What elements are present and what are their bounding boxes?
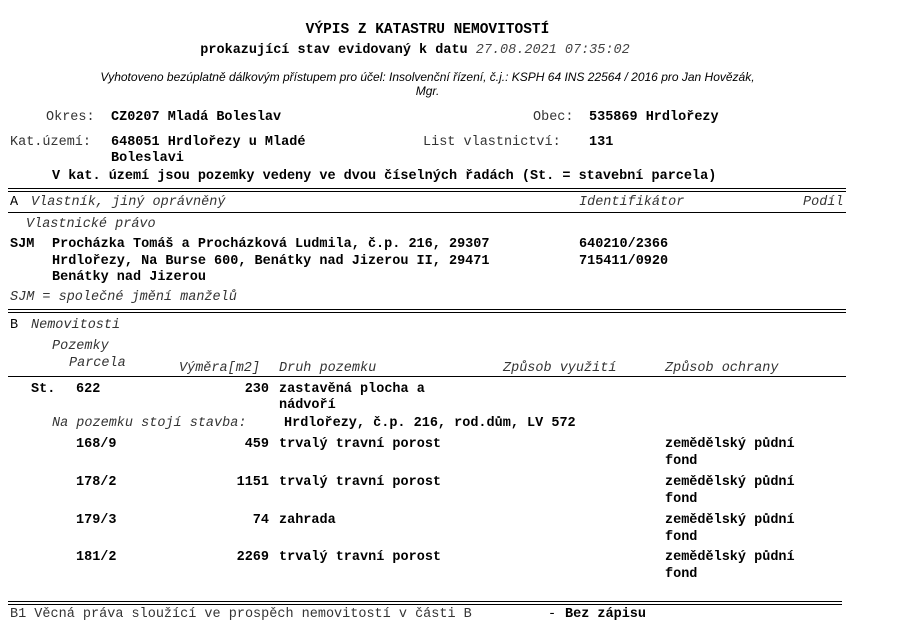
pozemky-heading: Pozemky [52,339,109,354]
katuzemi-value-2: Boleslavi [111,151,184,166]
row-ochrana-2: fond [665,567,698,582]
divider-double-bottom-1 [8,601,842,602]
row-druh-1: trvalý travní porost [279,475,442,490]
row-ochrana-2: fond [665,530,698,545]
okres-value: CZ0207 Mladá Boleslav [111,110,282,125]
divider-double-top-2 [8,191,846,192]
row-druh-1: zahrada [279,513,336,528]
row-vymera: 230 [244,382,269,397]
owner-type: SJM [10,237,35,252]
col-vymera: Výměra[m2] [179,361,261,376]
col-ochrana: Způsob ochrany [665,361,779,376]
section-a-subheading: Vlastnické právo [26,217,156,232]
katuzemi-value-1: 648051 Hrdlořezy u Mladé [111,135,306,150]
owner-line-3: Benátky nad Jizerou [52,270,206,285]
owner-identifier-1: 640210/2366 [579,237,669,252]
section-a-header-rule [8,212,846,213]
row-parcela: 179/3 [76,513,117,528]
owner-identifier-2: 715411/0920 [579,254,669,269]
row-ochrana-1: zemědělský půdní [665,550,795,565]
row-ochrana-2: fond [665,492,698,507]
row-parcela: 168/9 [76,437,117,452]
sjm-footnote: SJM = společné jmění manželů [10,290,237,305]
row-druh-1: trvalý travní porost [279,437,442,452]
row-vymera: 2269 [236,550,269,565]
col-identifikator: Identifikátor [579,195,685,210]
col-druh: Druh pozemku [279,361,377,376]
divider-double-bottom-2 [8,604,842,605]
list-value: 131 [589,135,614,150]
subtitle-datetime: 27.08.2021 07:35:02 [475,43,630,58]
section-b1-title: B1 Věcná práva sloužící ve prospěch nemovitostí v části B [10,607,472,622]
section-b-title: Nemovitosti [31,318,121,333]
row-prefix: St. [31,382,56,397]
section-b-letter: B [10,318,19,333]
stavba-label: Na pozemku stojí stavba: [52,416,247,431]
col-vyuziti: Způsob využití [503,361,617,376]
owner-line-1: Procházka Tomáš a Procházková Ludmila, č.p. 216, 29307 [52,237,490,252]
purpose-line-1: Vyhotoveno bezúplatně dálkovým přístupem pro účel: Insolvenční řízení, č.j.: KSPH 64 INS 22564 / 2016 pro Jan Hovězák, [100,70,755,84]
row-ochrana-1: zemědělský půdní [665,437,795,452]
section-b-header-rule [8,376,846,377]
document-subtitle [0,43,830,58]
list-label: List vlastnictví: [423,135,561,150]
col-podil: Podíl [803,195,844,210]
col-parcela: Parcela [69,356,126,371]
owner-line-2: Hrdlořezy, Na Burse 600, Benátky nad Jizerou II, 29471 [52,254,490,269]
row-druh-1: trvalý travní porost [279,550,442,565]
section-b1-status: Bez zápisu [565,607,647,622]
obec-value: 535869 Hrdlořezy [589,110,719,125]
document-title: VÝPIS Z KATASTRU NEMOVITOSTÍ [305,22,550,38]
divider-double-mid-1 [8,309,846,310]
divider-double-mid-2 [8,312,846,313]
row-druh-2: nádvoří [279,398,336,413]
row-ochrana-2: fond [665,454,698,469]
section-b1-dash: - [548,607,557,622]
parcel-series-note: V kat. území jsou pozemky vedeny ve dvou číselných řadách (St. = stavební parcela) [52,169,717,184]
row-parcela: 622 [76,382,101,397]
row-parcela: 178/2 [76,475,117,490]
row-druh-1: zastavěná plocha a [279,382,425,397]
katuzemi-label: Kat.území: [10,135,92,150]
stavba-value: Hrdlořezy, č.p. 216, rod.dům, LV 572 [284,416,576,431]
obec-label: Obec: [533,110,574,125]
okres-label: Okres: [46,110,95,125]
section-a-title: Vlastník, jiný oprávněný [31,195,226,210]
purpose-line-2: Mgr. [415,84,440,98]
divider-double-top-1 [8,188,846,189]
section-a-letter: A [10,195,19,210]
subtitle-prefix: prokazující stav evidovaný k datu [200,43,468,58]
row-vymera: 74 [252,513,269,528]
row-parcela: 181/2 [76,550,117,565]
row-vymera: 459 [244,437,269,452]
row-vymera: 1151 [236,475,269,490]
row-ochrana-1: zemědělský půdní [665,513,795,528]
row-ochrana-1: zemědělský půdní [665,475,795,490]
